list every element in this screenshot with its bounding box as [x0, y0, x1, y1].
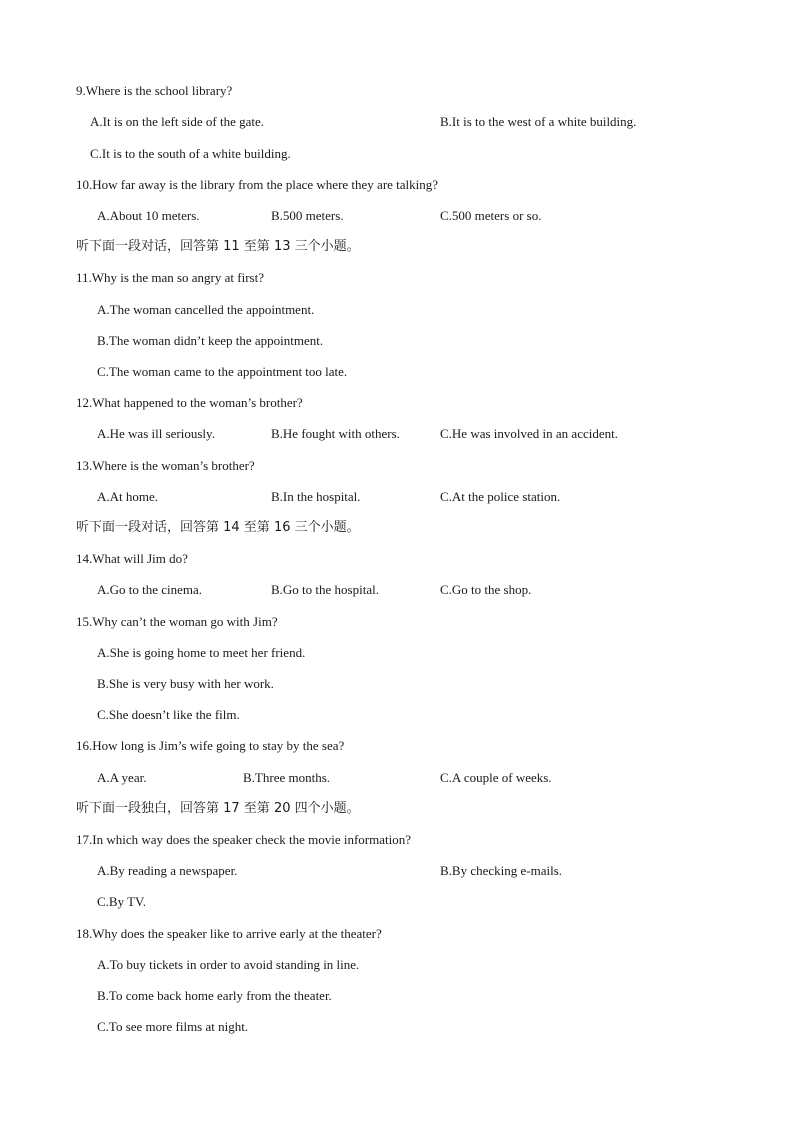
- option-a: A.It is on the left side of the gate.: [90, 114, 265, 129]
- option-a: A.At home.: [97, 489, 159, 504]
- option-c: C.She doesn’t like the film.: [97, 707, 240, 722]
- option-b: B.To come back home early from the theater.: [97, 988, 332, 1003]
- options-row: [0, 144, 794, 164]
- question-14: 14.What will Jim do?: [76, 551, 188, 566]
- options-row: [0, 861, 794, 881]
- option-a: A.The woman cancelled the appointment.: [97, 302, 315, 317]
- question-9: 9.Where is the school library?: [76, 83, 233, 98]
- option-a: A.About 10 meters.: [97, 208, 200, 223]
- options-row: [0, 580, 794, 600]
- options-row: [0, 331, 794, 351]
- question-13: 13.Where is the woman’s brother?: [76, 458, 255, 473]
- question-17: 17.In which way does the speaker check the movie information?: [76, 832, 411, 847]
- section-heading: 听下面一段独白，回答第 17 至第 20 四个小题。: [76, 801, 360, 816]
- option-c: C.The woman came to the appointment too late.: [97, 364, 348, 379]
- options-row: [0, 674, 794, 694]
- section-heading: 听下面一段对话，回答第 14 至第 16 三个小题。: [76, 520, 360, 535]
- option-c: C.500 meters or so.: [440, 208, 542, 223]
- options-row: [0, 206, 794, 226]
- question-10: 10.How far away is the library from the place where they are talking?: [76, 177, 439, 192]
- option-b: B.Go to the hospital.: [271, 582, 379, 597]
- question-12: 12.What happened to the woman’s brother?: [76, 395, 303, 410]
- option-a: A.He was ill seriously.: [97, 426, 215, 441]
- option-c: C.A couple of weeks.: [440, 770, 552, 785]
- option-b: B.He fought with others.: [271, 426, 400, 441]
- options-row: [0, 362, 794, 382]
- option-a: A.To buy tickets in order to avoid standing in line.: [97, 957, 360, 972]
- option-a: A.A year.: [97, 770, 147, 785]
- options-row: [0, 424, 794, 444]
- options-row: [0, 112, 794, 132]
- question-15: 15.Why can’t the woman go with Jim?: [76, 614, 278, 629]
- option-b: B.In the hospital.: [271, 489, 361, 504]
- options-row: [0, 300, 794, 320]
- option-c: C.At the police station.: [440, 489, 561, 504]
- options-row: [0, 1017, 794, 1037]
- option-b: B.By checking e-mails.: [440, 863, 563, 878]
- options-row: [0, 986, 794, 1006]
- question-18: 18.Why does the speaker like to arrive early at the theater?: [76, 926, 382, 941]
- options-row: [0, 768, 794, 788]
- option-b: B.500 meters.: [271, 208, 344, 223]
- option-b: B.It is to the west of a white building.: [440, 114, 637, 129]
- option-a: A.Go to the cinema.: [97, 582, 203, 597]
- option-c: C.It is to the south of a white building.: [90, 146, 291, 161]
- question-16: 16.How long is Jim’s wife going to stay by the sea?: [76, 738, 345, 753]
- option-b: B.She is very busy with her work.: [97, 676, 274, 691]
- options-row: [0, 487, 794, 507]
- option-b: B.The woman didn’t keep the appointment.: [97, 333, 324, 348]
- option-c: C.He was involved in an accident.: [440, 426, 618, 441]
- option-c: C.By TV.: [97, 894, 147, 909]
- question-11: 11.Why is the man so angry at first?: [76, 270, 264, 285]
- options-row: [0, 643, 794, 663]
- option-c: C.Go to the shop.: [440, 582, 532, 597]
- section-heading: 听下面一段对话，回答第 11 至第 13 三个小题。: [76, 239, 360, 254]
- option-b: B.Three months.: [243, 770, 331, 785]
- option-a: A.By reading a newspaper.: [97, 863, 238, 878]
- options-row: [0, 892, 794, 912]
- options-row: [0, 955, 794, 975]
- options-row: [0, 705, 794, 725]
- option-a: A.She is going home to meet her friend.: [97, 645, 306, 660]
- option-c: C.To see more films at night.: [97, 1019, 249, 1034]
